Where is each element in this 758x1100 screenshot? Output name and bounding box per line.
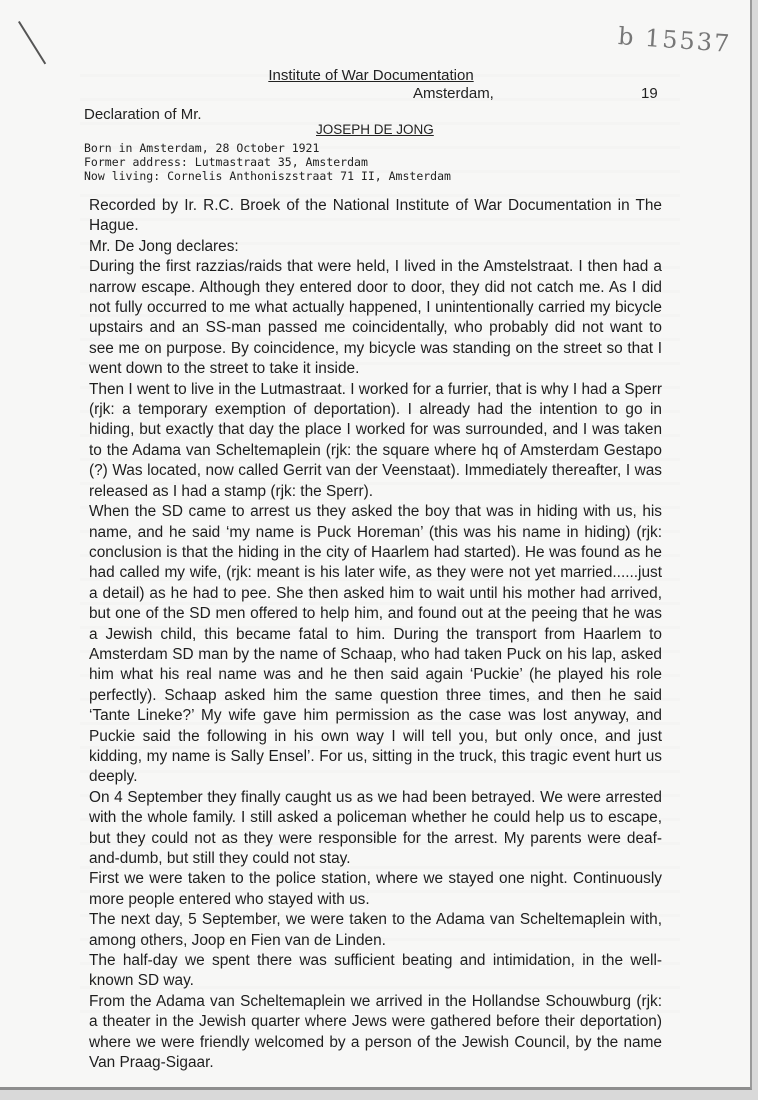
paragraph: On 4 September they finally caught us as we had been betrayed. We were arrested with the whole family. I still asked a policeman whether he could help us to escape, but they could not as they were responsible for the arrest. My parents were deaf-and-dumb, but still they could not stay. <box>89 788 662 867</box>
paragraph: During the first razzias/raids that were held, I lived in the Amstelstraat. I then had a narrow escape. Although they entered door to door, they did not catch me. As I did not fully occurred to me what actually happened, I unintentionally carried my bicycle upstairs and an SS-man passed me coincidentally, who probably did not want to see me on purpose. By coincidence, my bicycle was standing on the street so that I went down to the street to take it inside. <box>89 258 662 378</box>
institute-heading <box>0 67 758 84</box>
declaration-label: Declaration of Mr. <box>84 106 202 123</box>
paragraph: From the Adama van Scheltemaplein we arrived in the Hollandse Schouwburg (rjk: a theater in the Jewish quarter where Jews were gathered before their deportation) where we were friendly welcomed by a person of the Jewish Council, by the name Van Praag-Sigaar. <box>89 992 662 1072</box>
former-address: Former address: Lutmastraat 35, Amsterdam <box>84 155 368 169</box>
paragraph: When the SD came to arrest us they asked the boy that was in hiding with us, his name, and he said ‘my name is Puck Horeman’ (this was his name in hiding) (rjk: conclusion is that the hiding in the city of Haarlem had started). He was found as he had called my wife, (rjk: meant is his later wife, as they were not yet married......just a detail) as he had to pee. She then asked him to wait until his mother had arrived, but one of the SD men offered to help him, and found out at the peeing that he was a Jewish child, this became fatal to him. During the transport from Haarlem to Amsterdam SD man by the name of Schaap, who had taken Puck on his lap, asked him what his real name was and he then said again ‘Puckie’ (he played his role perfectly). Schaap asked him the same question three times, and then he said ‘Tante Lineke?’ My wife gave him permission as the case was lost anyway, and Puckie said the following in his own way I will tell you, but only once, and just kidding, my name is Sally Ensel’. For us, sitting in the truck, this tragic event hurt us deeply. <box>89 503 662 786</box>
paragraph: Then I went to live in the Lutmastraat. I worked for a furrier, that is why I had a Sperr (rjk: a temporary exemption of deportation). I already had the intention to go in hiding, but exactly that day the place I worked for was surrounded, and I was taken to the Adama van Scheltemaplein (rjk: the square where hq of Amsterdam Gestapo (?) Was located, now called Gerrit van der Veenstaat). Immediately thereafter, I was released as I had a stamp (rjk: the Sperr). <box>89 380 662 500</box>
person-name: JOSEPH DE JONG <box>316 122 434 137</box>
paragraph: Mr. De Jong declares: <box>89 237 239 255</box>
paragraph: Recorded by Ir. R.C. Broek of the National Institute of War Documentation in The Hague. <box>89 197 662 235</box>
institute-name: Institute of War Documentation <box>268 67 474 84</box>
birth-info: Born in Amsterdam, 28 October 1921 <box>84 141 320 155</box>
archive-number: b 15537 <box>617 22 733 58</box>
paragraph: The half-day we spent there was sufficient beating and intimidation, in the well-known SD way. <box>89 952 662 990</box>
paragraph: First we were taken to the police station, where we stayed one night. Continuously more people entered who stayed with us. <box>89 870 662 908</box>
pencil-tick-mark <box>18 21 46 64</box>
current-address: Now living: Cornelis Anthoniszstraat 71 II, Amsterdam <box>84 169 451 183</box>
paragraph: The next day, 5 September, we were taken to the Adama van Scheltemaplein with, among others, Joop en Fien van de Linden. <box>89 911 662 949</box>
header-city: Amsterdam, <box>413 85 494 102</box>
header-year: 19 <box>641 85 658 102</box>
declaration-body <box>89 196 662 1073</box>
